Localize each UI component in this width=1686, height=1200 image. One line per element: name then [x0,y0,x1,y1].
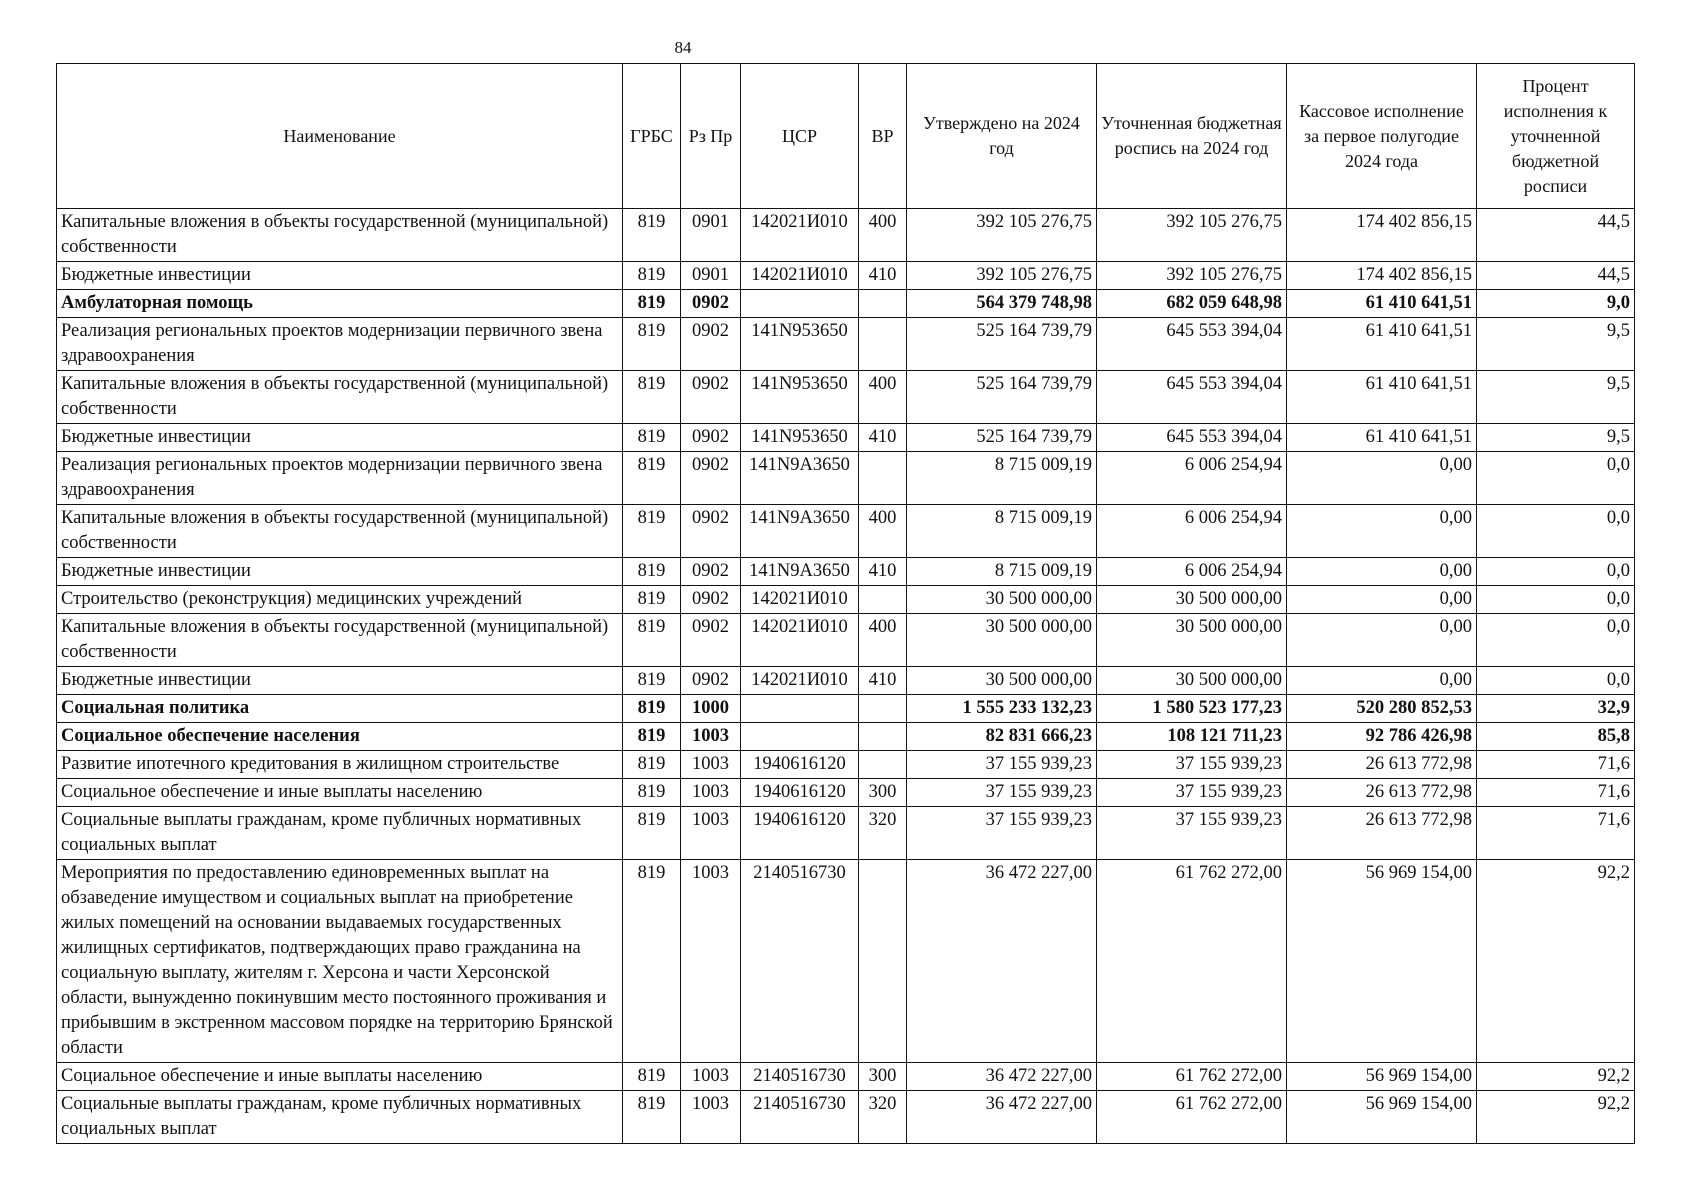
cell-rzpr: 0902 [681,614,741,667]
table-row [57,751,1635,779]
cell-rzpr: 0902 [681,290,741,318]
cell-cash: 26 613 772,98 [1287,779,1477,807]
cell-name: Социальное обеспечение и иные выплаты населению [57,779,623,807]
cell-refined: 645 553 394,04 [1097,371,1287,424]
cell-rzpr: 1000 [681,695,741,723]
table-row [57,262,1635,290]
cell-percent: 0,0 [1477,505,1635,558]
cell-csr: 2140516730 [741,860,859,1063]
cell-csr [741,695,859,723]
cell-grbs: 819 [623,723,681,751]
cell-percent: 9,5 [1477,318,1635,371]
table-row [57,209,1635,262]
cell-vr [859,290,907,318]
page-number: 84 [674,38,692,57]
cell-approved: 36 472 227,00 [907,1091,1097,1144]
cell-rzpr: 0902 [681,424,741,452]
cell-approved: 30 500 000,00 [907,586,1097,614]
cell-rzpr: 1003 [681,807,741,860]
table-row [57,807,1635,860]
cell-name: Социальная политика [57,695,623,723]
cell-rzpr: 1003 [681,751,741,779]
cell-vr: 300 [859,779,907,807]
cell-csr: 1940616120 [741,779,859,807]
table-row [57,695,1635,723]
cell-percent: 44,5 [1477,262,1635,290]
cell-csr: 142021И010 [741,586,859,614]
cell-refined: 61 762 272,00 [1097,860,1287,1063]
cell-grbs: 819 [623,209,681,262]
cell-name: Капитальные вложения в объекты государственной (муниципальной) собственности [57,209,623,262]
cell-cash: 61 410 641,51 [1287,290,1477,318]
cell-percent: 9,0 [1477,290,1635,318]
cell-rzpr: 0902 [681,586,741,614]
cell-approved: 37 155 939,23 [907,779,1097,807]
cell-vr: 410 [859,424,907,452]
cell-grbs: 819 [623,667,681,695]
cell-refined: 6 006 254,94 [1097,505,1287,558]
cell-refined: 30 500 000,00 [1097,667,1287,695]
cell-refined: 645 553 394,04 [1097,424,1287,452]
cell-approved: 392 105 276,75 [907,262,1097,290]
cell-cash: 61 410 641,51 [1287,318,1477,371]
cell-refined: 61 762 272,00 [1097,1091,1287,1144]
cell-approved: 36 472 227,00 [907,1063,1097,1091]
cell-rzpr: 1003 [681,723,741,751]
cell-grbs: 819 [623,751,681,779]
header-approved: Утверждено на 2024 год [907,64,1097,209]
cell-name: Капитальные вложения в объекты государственной (муниципальной) собственности [57,505,623,558]
cell-csr [741,723,859,751]
table-row [57,860,1635,1063]
cell-csr: 1940616120 [741,807,859,860]
cell-rzpr: 0902 [681,371,741,424]
cell-csr: 1940616120 [741,751,859,779]
cell-cash: 92 786 426,98 [1287,723,1477,751]
cell-refined: 392 105 276,75 [1097,209,1287,262]
header-vr: ВР [859,64,907,209]
cell-grbs: 819 [623,371,681,424]
cell-name: Социальное обеспечение населения [57,723,623,751]
cell-csr: 141N953650 [741,318,859,371]
header-refined: Уточненная бюджетная роспись на 2024 год [1097,64,1287,209]
cell-percent: 85,8 [1477,723,1635,751]
cell-rzpr: 1003 [681,860,741,1063]
cell-name: Амбулаторная помощь [57,290,623,318]
cell-rzpr: 0902 [681,558,741,586]
cell-approved: 37 155 939,23 [907,751,1097,779]
cell-name: Социальные выплаты гражданам, кроме публичных нормативных социальных выплат [57,807,623,860]
cell-percent: 0,0 [1477,452,1635,505]
table-row [57,452,1635,505]
cell-approved: 8 715 009,19 [907,452,1097,505]
cell-cash: 56 969 154,00 [1287,860,1477,1063]
cell-approved: 36 472 227,00 [907,860,1097,1063]
cell-cash: 0,00 [1287,614,1477,667]
cell-percent: 71,6 [1477,779,1635,807]
cell-name: Бюджетные инвестиции [57,262,623,290]
table-row [57,614,1635,667]
cell-rzpr: 0902 [681,505,741,558]
header-rzpr: Рз Пр [681,64,741,209]
cell-cash: 174 402 856,15 [1287,262,1477,290]
cell-refined: 6 006 254,94 [1097,558,1287,586]
cell-vr [859,751,907,779]
table-row [57,723,1635,751]
cell-name: Реализация региональных проектов модернизации первичного звена здравоохранения [57,452,623,505]
cell-refined: 6 006 254,94 [1097,452,1287,505]
cell-csr: 142021И010 [741,209,859,262]
cell-cash: 56 969 154,00 [1287,1063,1477,1091]
cell-rzpr: 1003 [681,779,741,807]
cell-vr: 410 [859,262,907,290]
cell-cash: 174 402 856,15 [1287,209,1477,262]
cell-percent: 92,2 [1477,1091,1635,1144]
cell-rzpr: 0901 [681,209,741,262]
cell-name: Социальное обеспечение и иные выплаты населению [57,1063,623,1091]
cell-rzpr: 1003 [681,1063,741,1091]
cell-cash: 26 613 772,98 [1287,807,1477,860]
cell-approved: 30 500 000,00 [907,667,1097,695]
cell-grbs: 819 [623,318,681,371]
cell-approved: 30 500 000,00 [907,614,1097,667]
cell-vr [859,452,907,505]
cell-csr: 142021И010 [741,262,859,290]
cell-percent: 32,9 [1477,695,1635,723]
cell-vr: 410 [859,558,907,586]
budget-table [56,63,1635,1144]
cell-csr [741,290,859,318]
cell-grbs: 819 [623,695,681,723]
cell-rzpr: 0902 [681,452,741,505]
cell-vr: 400 [859,209,907,262]
cell-csr: 2140516730 [741,1063,859,1091]
table-row [57,558,1635,586]
table-row [57,371,1635,424]
cell-grbs: 819 [623,505,681,558]
cell-name: Социальные выплаты гражданам, кроме публичных нормативных социальных выплат [57,1091,623,1144]
cell-vr: 320 [859,807,907,860]
cell-refined: 37 155 939,23 [1097,751,1287,779]
cell-refined: 61 762 272,00 [1097,1063,1287,1091]
cell-cash: 0,00 [1287,586,1477,614]
cell-vr: 400 [859,505,907,558]
cell-grbs: 819 [623,262,681,290]
cell-percent: 92,2 [1477,1063,1635,1091]
table-body [57,209,1635,1144]
table-row [57,1063,1635,1091]
cell-name: Бюджетные инвестиции [57,558,623,586]
cell-percent: 44,5 [1477,209,1635,262]
cell-grbs: 819 [623,779,681,807]
cell-csr: 141N9A3650 [741,505,859,558]
header-percent: Процент исполнения к уточненной бюджетной росписи [1477,64,1635,209]
cell-cash: 520 280 852,53 [1287,695,1477,723]
cell-percent: 0,0 [1477,586,1635,614]
cell-percent: 0,0 [1477,614,1635,667]
cell-rzpr: 0902 [681,667,741,695]
cell-refined: 645 553 394,04 [1097,318,1287,371]
cell-approved: 525 164 739,79 [907,318,1097,371]
cell-csr: 141N9A3650 [741,558,859,586]
cell-refined: 392 105 276,75 [1097,262,1287,290]
cell-csr: 141N953650 [741,371,859,424]
cell-vr [859,723,907,751]
cell-grbs: 819 [623,807,681,860]
cell-refined: 30 500 000,00 [1097,586,1287,614]
cell-cash: 0,00 [1287,558,1477,586]
cell-rzpr: 0901 [681,262,741,290]
cell-approved: 37 155 939,23 [907,807,1097,860]
table-row [57,424,1635,452]
header-cash: Кассовое исполнение за первое полугодие 2024 года [1287,64,1477,209]
cell-vr [859,860,907,1063]
cell-grbs: 819 [623,586,681,614]
cell-vr: 320 [859,1091,907,1144]
cell-grbs: 819 [623,860,681,1063]
cell-cash: 0,00 [1287,667,1477,695]
cell-refined: 108 121 711,23 [1097,723,1287,751]
cell-percent: 0,0 [1477,558,1635,586]
cell-cash: 0,00 [1287,505,1477,558]
cell-approved: 82 831 666,23 [907,723,1097,751]
cell-approved: 8 715 009,19 [907,558,1097,586]
cell-vr: 300 [859,1063,907,1091]
cell-grbs: 819 [623,290,681,318]
cell-name: Капитальные вложения в объекты государственной (муниципальной) собственности [57,371,623,424]
cell-refined: 30 500 000,00 [1097,614,1287,667]
cell-percent: 71,6 [1477,751,1635,779]
cell-approved: 525 164 739,79 [907,424,1097,452]
cell-cash: 0,00 [1287,452,1477,505]
table-row [57,1091,1635,1144]
table-row [57,586,1635,614]
cell-csr: 141N9A3650 [741,452,859,505]
cell-approved: 525 164 739,79 [907,371,1097,424]
cell-cash: 26 613 772,98 [1287,751,1477,779]
cell-cash: 61 410 641,51 [1287,371,1477,424]
cell-name: Реализация региональных проектов модернизации первичного звена здравоохранения [57,318,623,371]
cell-refined: 682 059 648,98 [1097,290,1287,318]
cell-name: Мероприятия по предоставлению единовременных выплат на обзаведение имуществом и социальных выплат на приобретение жилых помещений на основании выдаваемых государственных жилищных сертификатов, подтверждающих право гражданина на социальную выплату, жителям г. Херсона и части Херсонской области, вынужденно покинувшим место постоянного проживания и прибывшим в экстренном массовом порядке на территорию Брянской области [57,860,623,1063]
cell-refined: 37 155 939,23 [1097,779,1287,807]
cell-approved: 8 715 009,19 [907,505,1097,558]
cell-csr: 2140516730 [741,1091,859,1144]
cell-rzpr: 0902 [681,318,741,371]
cell-grbs: 819 [623,614,681,667]
cell-vr: 400 [859,371,907,424]
table-header-row [57,64,1635,209]
cell-approved: 1 555 233 132,23 [907,695,1097,723]
cell-grbs: 819 [623,558,681,586]
cell-percent: 92,2 [1477,860,1635,1063]
cell-vr [859,695,907,723]
cell-name: Развитие ипотечного кредитования в жилищном строительстве [57,751,623,779]
table-row [57,667,1635,695]
table-row [57,290,1635,318]
cell-rzpr: 1003 [681,1091,741,1144]
cell-grbs: 819 [623,1063,681,1091]
cell-approved: 564 379 748,98 [907,290,1097,318]
cell-name: Бюджетные инвестиции [57,424,623,452]
cell-percent: 0,0 [1477,667,1635,695]
table-row [57,318,1635,371]
cell-csr: 142021И010 [741,667,859,695]
cell-grbs: 819 [623,1091,681,1144]
cell-vr [859,318,907,371]
cell-vr: 410 [859,667,907,695]
cell-cash: 56 969 154,00 [1287,1091,1477,1144]
cell-percent: 9,5 [1477,424,1635,452]
cell-grbs: 819 [623,424,681,452]
cell-grbs: 819 [623,452,681,505]
cell-csr: 142021И010 [741,614,859,667]
table-row [57,505,1635,558]
header-name: Наименование [57,64,623,209]
cell-approved: 392 105 276,75 [907,209,1097,262]
cell-vr [859,586,907,614]
cell-csr: 141N953650 [741,424,859,452]
cell-name: Капитальные вложения в объекты государственной (муниципальной) собственности [57,614,623,667]
header-csr: ЦСР [741,64,859,209]
header-grbs: ГРБС [623,64,681,209]
cell-refined: 1 580 523 177,23 [1097,695,1287,723]
cell-vr: 400 [859,614,907,667]
cell-percent: 71,6 [1477,807,1635,860]
table-row [57,779,1635,807]
cell-cash: 61 410 641,51 [1287,424,1477,452]
cell-refined: 37 155 939,23 [1097,807,1287,860]
cell-percent: 9,5 [1477,371,1635,424]
cell-name: Строительство (реконструкция) медицинских учреждений [57,586,623,614]
cell-name: Бюджетные инвестиции [57,667,623,695]
